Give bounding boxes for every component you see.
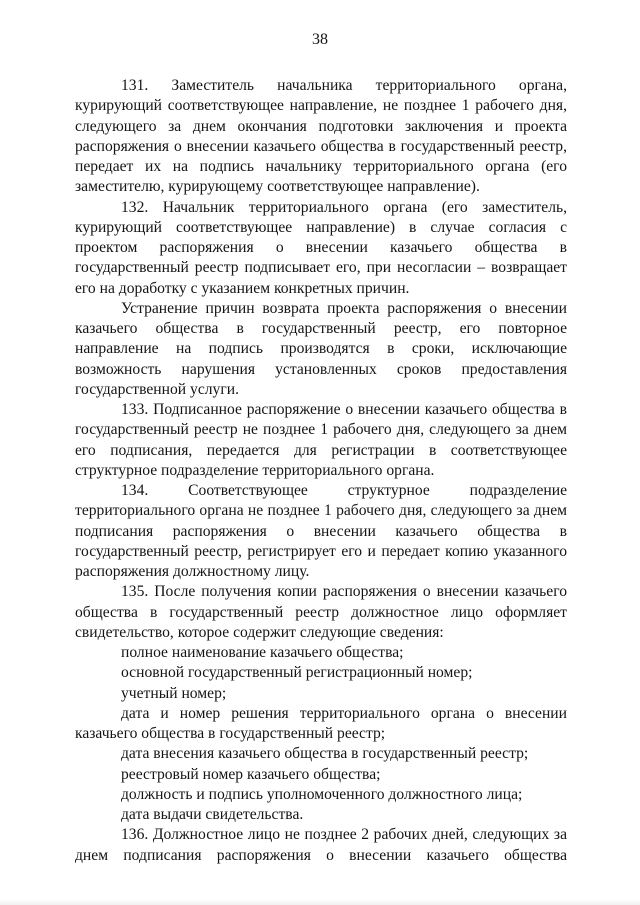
list-item-entry-date: дата внесения казачьего общества в государственный реестр; <box>121 745 529 763</box>
paragraph-132: 132. Начальник территориального органа (его заместитель, курирующий соответствующее направление) в случае согласия с проектом распоряжения о внесении казачьего общества в государственный реестр подписывает его, при несогласии – возвращает его на доработку с указанием конкретных причин. <box>75 198 567 297</box>
list-item-registry-number: реестровый номер казачьего общества; <box>121 765 381 783</box>
list-item-account-number: учетный номер; <box>121 684 227 702</box>
paragraph-135: 135. После получения копии распоряжения о внесении казачьего общества в государственный реестр должностное лицо оформляет свидетельство, которое содержит следующие сведения: <box>75 583 567 641</box>
paragraph-131: 131. Заместитель начальника территориального органа, курирующий соответствующее направление, не позднее 1 рабочего дня, следующего за днем окончания подготовки заключения и проекта распоряжения о внесении казачьего общества в государственный реестр, передает их на подпись начальнику территориального органа (его заместителю, курирующему соответствующее направление). <box>75 77 567 196</box>
paragraph-136: 136. Должностное лицо не позднее 2 рабочих дней, следующих за днем подписания распоряжения о внесении казачьего общества <box>75 826 567 864</box>
list-item-issue-date: дата выдачи свидетельства. <box>121 806 304 823</box>
document-body <box>75 76 567 866</box>
paragraph-134: 134. Соответствующее структурное подразделение территориального органа не позднее 1 рабочего дня, следующего за днем подписания распоряжения о внесении казачьего общества в государственный реестр, регистрирует его и передает копию указанного распоряжения должностному лицу. <box>75 482 567 580</box>
page-number: 38 <box>312 31 328 48</box>
list-item-ogrn: основной государственный регистрационный номер; <box>121 664 473 682</box>
list-item-full-name: полное наименование казачьего общества; <box>121 644 404 661</box>
list-item-official-signature: должность и подпись уполномоченного должностного лица; <box>121 785 523 803</box>
paragraph-132-continuation: Устранение причин возврата проекта распоряжения о внесении казачьего общества в государственный реестр, его повторное направление на подпись производятся в сроки, исключающие возможность нарушения установленных сроков предоставления государственной услуги. <box>75 299 567 398</box>
scan-edge-shadow <box>0 899 640 905</box>
list-item-decision: дата и номер решения территориального органа о внесении казачьего общества в государственный реестр; <box>75 704 567 742</box>
paragraph-133: 133. Подписанное распоряжение о внесении казачьего общества в государственный реестр не позднее 1 рабочего дня, следующего за днем его подписания, передается для регистрации в соответствующее структурное подразделение территориального органа. <box>75 401 567 479</box>
